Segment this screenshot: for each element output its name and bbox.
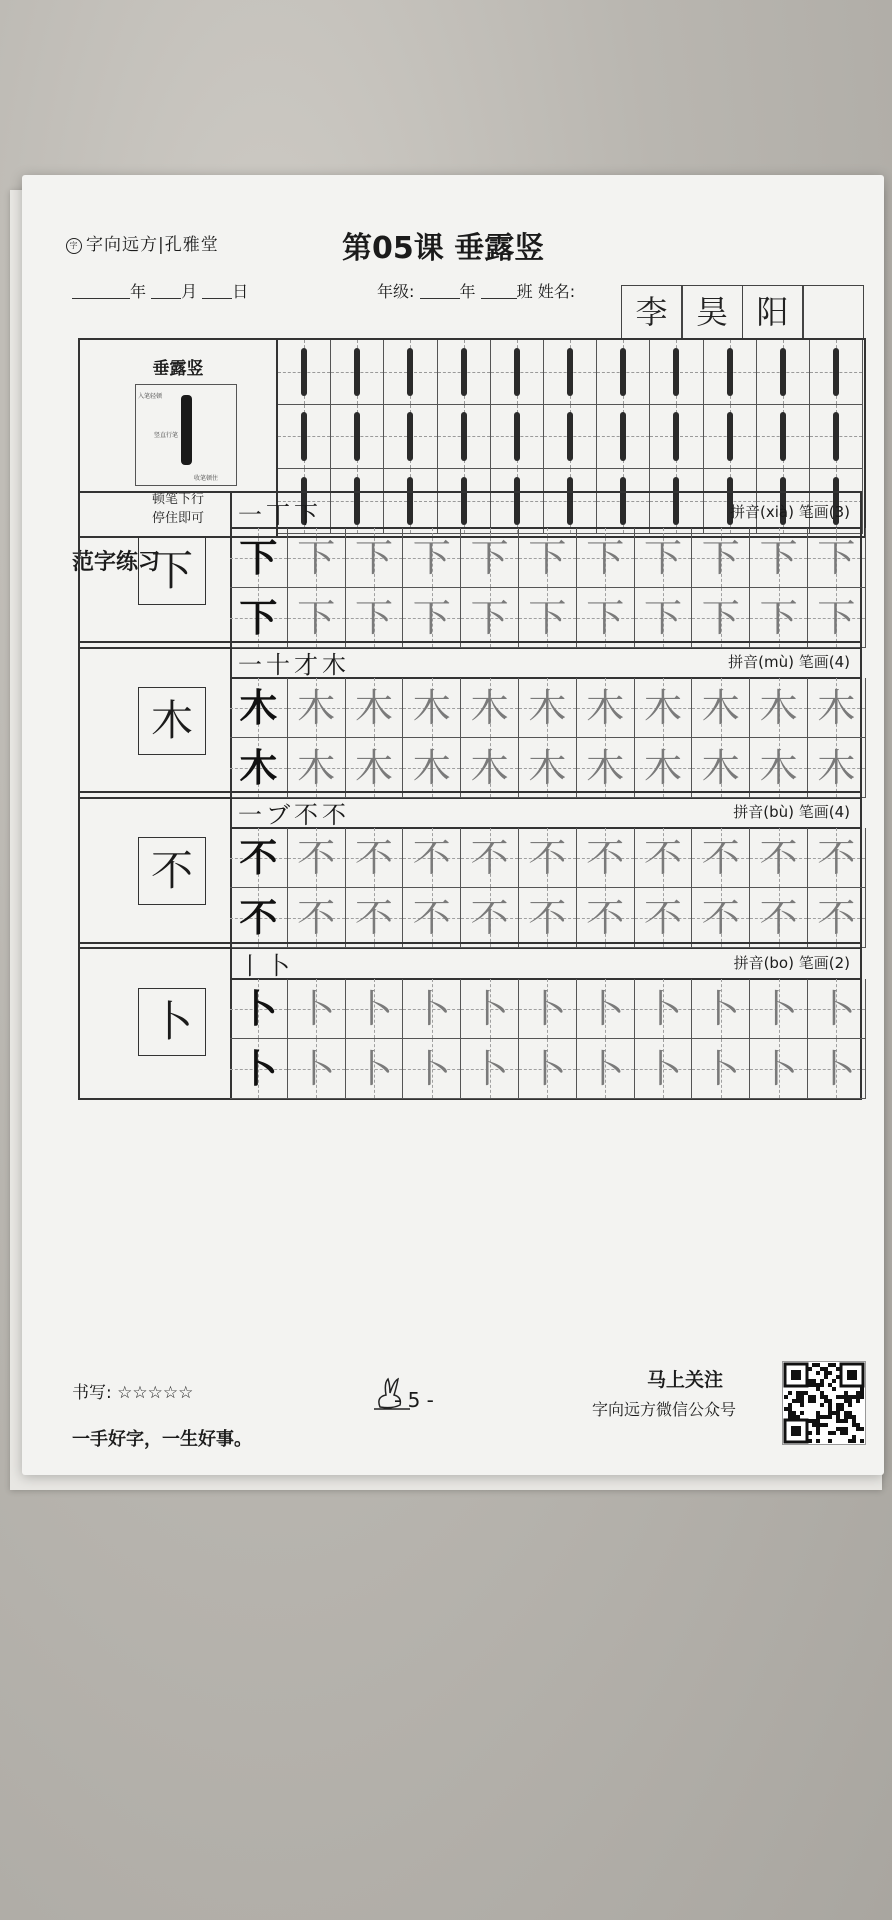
vertical-stroke-icon [181, 395, 192, 465]
stroke-practice-cell[interactable] [597, 405, 650, 470]
cell-character: 卜 [470, 1047, 509, 1091]
lesson-title: 第05课 垂露竖 [342, 231, 545, 266]
cell-character: 不 [643, 896, 682, 940]
vertical-stroke-mark [620, 348, 626, 396]
cell-character: 不 [239, 895, 278, 940]
stroke-title: 垂露竖 [152, 359, 204, 379]
model-cell[interactable] [230, 979, 288, 1039]
cell-character: 木 [297, 746, 336, 790]
writing-rating: 书写: ☆☆☆☆☆ [72, 1383, 194, 1403]
vertical-stroke-mark [461, 348, 467, 396]
trace-cell[interactable] [577, 979, 635, 1039]
character-block [78, 942, 862, 1100]
trace-cell[interactable] [750, 738, 808, 798]
cell-character: 木 [354, 686, 393, 730]
cell-character: 木 [759, 746, 798, 790]
trace-cell[interactable] [750, 828, 808, 888]
cell-character: 卜 [643, 987, 682, 1031]
model-character: 下 [138, 537, 206, 605]
cell-character: 下 [354, 536, 393, 580]
cell-character: 下 [643, 536, 682, 580]
vertical-stroke-mark [407, 348, 413, 396]
motto: 一手好字，一生好事。 [72, 1429, 252, 1450]
name-cell-3[interactable]: 阳 [742, 285, 804, 339]
name-cell-1[interactable]: 李 [621, 285, 683, 339]
pinyin-strokes [734, 952, 850, 973]
trace-cell[interactable] [577, 678, 635, 738]
trace-cell[interactable] [519, 888, 577, 948]
cell-character: 下 [701, 596, 740, 640]
month-label: 月 [181, 282, 198, 301]
cell-character: 下 [528, 536, 567, 580]
cell-character: 木 [297, 686, 336, 730]
trace-cell[interactable] [692, 1039, 750, 1099]
cell-character: 卜 [354, 987, 393, 1031]
cell-character: 下 [470, 596, 509, 640]
cell-character: 下 [297, 596, 336, 640]
trace-cell[interactable] [288, 828, 346, 888]
cell-character: 卜 [586, 987, 625, 1031]
trace-cell[interactable] [403, 828, 461, 888]
model-character: 木 [138, 687, 206, 755]
cell-character: 木 [412, 686, 451, 730]
cell-character: 木 [759, 686, 798, 730]
cell-character: 下 [412, 536, 451, 580]
cell-character: 不 [528, 836, 567, 880]
cell-character: 下 [297, 536, 336, 580]
trace-cell[interactable] [461, 828, 519, 888]
cell-character: 不 [354, 896, 393, 940]
cell-character: 木 [817, 746, 856, 790]
trace-cell[interactable] [346, 678, 404, 738]
trace-cell[interactable] [692, 979, 750, 1039]
cell-character: 卜 [239, 986, 278, 1031]
brand-seal-icon: 字 [66, 238, 82, 254]
trace-cell[interactable] [288, 528, 346, 588]
cell-character: 木 [239, 745, 278, 790]
stroke-practice-cell[interactable] [331, 405, 384, 470]
vertical-stroke-mark [567, 412, 573, 460]
pinyin: 拼音(xià) [730, 503, 794, 521]
model-cell[interactable] [230, 828, 288, 888]
stroke-order: 丨卜 [238, 952, 294, 980]
demo-note: 竖直行笔 [154, 432, 179, 439]
cell-character: 不 [412, 836, 451, 880]
trace-cell[interactable] [750, 1039, 808, 1099]
stroke-practice-cell[interactable] [384, 405, 437, 470]
cell-character: 不 [701, 836, 740, 880]
stroke-practice-cell[interactable] [278, 340, 331, 405]
trace-cell[interactable] [577, 588, 635, 648]
trace-cell[interactable] [635, 588, 693, 648]
cell-character: 卜 [412, 987, 451, 1031]
cell-character: 下 [817, 596, 856, 640]
trace-cell[interactable] [808, 828, 866, 888]
cell-character: 下 [412, 596, 451, 640]
stroke-practice-cell[interactable] [544, 405, 597, 470]
trace-cell[interactable] [519, 738, 577, 798]
cell-character: 木 [586, 746, 625, 790]
cell-character: 下 [528, 596, 567, 640]
model-cell[interactable] [230, 888, 288, 948]
cell-character: 不 [759, 836, 798, 880]
cell-character: 不 [643, 836, 682, 880]
cell-character: 不 [354, 836, 393, 880]
trace-cell[interactable] [461, 588, 519, 648]
character-block [78, 641, 862, 799]
trace-cell[interactable] [635, 888, 693, 948]
cell-character: 不 [701, 896, 740, 940]
cell-character: 卜 [297, 987, 336, 1031]
trace-cell[interactable] [692, 678, 750, 738]
cell-character: 下 [239, 535, 278, 580]
cell-character: 木 [528, 746, 567, 790]
stroke-order: 一十才木 [238, 651, 350, 679]
grade-label: 年级: [377, 282, 415, 301]
month-blank[interactable] [151, 282, 181, 299]
cell-character: 不 [412, 896, 451, 940]
trace-cell[interactable] [346, 738, 404, 798]
trace-cell[interactable] [577, 1039, 635, 1099]
vertical-stroke-mark [354, 412, 360, 460]
cell-character: 不 [817, 896, 856, 940]
worksheet-page [22, 175, 884, 1475]
model-cell[interactable] [230, 1039, 288, 1099]
section-title: 范字练习 [72, 550, 161, 575]
model-cell[interactable] [230, 528, 288, 588]
cell-character: 不 [239, 835, 278, 880]
cell-character: 卜 [643, 1047, 682, 1091]
year-blank[interactable] [72, 282, 130, 299]
trace-cell[interactable] [577, 888, 635, 948]
pinyin: 拼音(mù) [728, 653, 794, 671]
trace-cell[interactable] [403, 738, 461, 798]
cell-character: 下 [817, 536, 856, 580]
cell-character: 下 [239, 595, 278, 640]
cell-character: 卜 [528, 1047, 567, 1091]
cell-character: 木 [701, 686, 740, 730]
stroke-order: 一ブ不不 [238, 801, 350, 829]
stroke-practice-cell[interactable] [278, 405, 331, 470]
stroke-count: 笔画(2) [798, 954, 850, 972]
cell-character: 不 [817, 836, 856, 880]
stroke-practice-cell[interactable] [757, 340, 810, 405]
character-block [78, 491, 862, 649]
trace-cell[interactable] [635, 738, 693, 798]
vertical-stroke-mark [461, 412, 467, 460]
cell-character: 木 [470, 686, 509, 730]
vertical-stroke-mark [727, 348, 733, 396]
vertical-stroke-mark [567, 348, 573, 396]
cell-character: 卜 [354, 1047, 393, 1091]
trace-cell[interactable] [808, 888, 866, 948]
trace-cell[interactable] [808, 979, 866, 1039]
trace-cell[interactable] [461, 1039, 519, 1099]
grade-line [377, 279, 575, 302]
stroke-practice-cell[interactable] [704, 405, 757, 470]
cell-character: 下 [643, 596, 682, 640]
trace-cell[interactable] [346, 588, 404, 648]
cell-character: 木 [586, 686, 625, 730]
cell-character: 下 [354, 596, 393, 640]
trace-cell[interactable] [288, 979, 346, 1039]
trace-cell[interactable] [750, 888, 808, 948]
stroke-practice-cell[interactable] [491, 340, 544, 405]
trace-cell[interactable] [750, 678, 808, 738]
grade-year-label: 年 [459, 282, 476, 301]
vertical-stroke-mark [514, 348, 520, 396]
model-cell[interactable] [230, 738, 288, 798]
cell-character: 卜 [297, 1047, 336, 1091]
vertical-stroke-mark [301, 348, 307, 396]
stroke-practice-cell[interactable] [757, 405, 810, 470]
trace-cell[interactable] [519, 528, 577, 588]
trace-cell[interactable] [288, 888, 346, 948]
cell-character: 不 [297, 896, 336, 940]
cell-character: 卜 [701, 1047, 740, 1091]
trace-cell[interactable] [635, 828, 693, 888]
vertical-stroke-mark [673, 348, 679, 396]
trace-cell[interactable] [808, 738, 866, 798]
cell-character: 木 [412, 746, 451, 790]
trace-cell[interactable] [346, 828, 404, 888]
cell-character: 卜 [586, 1047, 625, 1091]
vertical-stroke-mark [514, 412, 520, 460]
pinyin: 拼音(bo) [733, 954, 794, 972]
vertical-stroke-mark [673, 412, 679, 460]
cell-character: 下 [470, 536, 509, 580]
trace-cell[interactable] [692, 738, 750, 798]
cell-character: 木 [643, 686, 682, 730]
model-character: 卜 [138, 988, 206, 1056]
follow-label: 马上关注 [647, 1369, 724, 1391]
cell-character: 不 [586, 836, 625, 880]
trace-cell[interactable] [346, 888, 404, 948]
stroke-order: 一丅下 [238, 501, 322, 529]
trace-cell[interactable] [519, 678, 577, 738]
cell-character: 下 [701, 536, 740, 580]
trace-cell[interactable] [403, 979, 461, 1039]
cell-character: 下 [586, 596, 625, 640]
demo-note: 收笔顿住 [194, 475, 219, 482]
stroke-practice-cell[interactable] [597, 340, 650, 405]
stroke-practice-cell[interactable] [810, 405, 863, 470]
tip-line: 停住即可 [151, 511, 204, 526]
name-cell-4[interactable] [802, 285, 864, 339]
trace-cell[interactable] [288, 588, 346, 648]
trace-cell[interactable] [461, 888, 519, 948]
name-cell-2[interactable]: 昊 [681, 285, 743, 339]
trace-cell[interactable] [403, 1039, 461, 1099]
model-cell[interactable] [230, 678, 288, 738]
trace-cell[interactable] [288, 738, 346, 798]
stroke-demo-box [135, 384, 237, 486]
cell-character: 不 [586, 896, 625, 940]
stroke-practice-cell[interactable] [704, 340, 757, 405]
stroke-count: 笔画(3) [798, 503, 850, 521]
wechat-label: 字向远方微信公众号 [592, 1400, 737, 1419]
pinyin-strokes [728, 651, 850, 672]
brand-logo [66, 230, 219, 255]
cell-character: 卜 [470, 987, 509, 1031]
cell-character: 不 [297, 836, 336, 880]
pinyin: 拼音(bù) [733, 803, 794, 821]
cell-character: 不 [470, 836, 509, 880]
pinyin-strokes [733, 801, 850, 822]
trace-cell[interactable] [577, 738, 635, 798]
trace-cell[interactable] [346, 1039, 404, 1099]
stroke-count: 笔画(4) [798, 803, 850, 821]
cell-character: 卜 [528, 987, 567, 1031]
cell-character: 木 [239, 685, 278, 730]
stroke-practice-cell[interactable] [331, 340, 384, 405]
name-boxes [622, 285, 864, 339]
cell-character: 卜 [759, 987, 798, 1031]
class-blank[interactable] [481, 282, 517, 299]
demo-note: 入笔轻顿 [138, 393, 163, 400]
stroke-practice-cell[interactable] [650, 340, 703, 405]
cell-character: 卜 [817, 987, 856, 1031]
trace-cell[interactable] [808, 588, 866, 648]
cell-character: 卜 [759, 1047, 798, 1091]
day-label: 日 [232, 282, 249, 301]
date-line [72, 279, 248, 302]
cell-character: 下 [759, 536, 798, 580]
grade-blank[interactable] [420, 282, 460, 299]
cell-character: 卜 [412, 1047, 451, 1091]
cell-character: 卜 [817, 1047, 856, 1091]
cell-character: 不 [528, 896, 567, 940]
trace-cell[interactable] [288, 1039, 346, 1099]
vertical-stroke-mark [833, 348, 839, 396]
trace-cell[interactable] [461, 528, 519, 588]
cell-character: 木 [701, 746, 740, 790]
trace-cell[interactable] [461, 979, 519, 1039]
cell-character: 木 [354, 746, 393, 790]
cell-character: 木 [817, 686, 856, 730]
trace-cell[interactable] [519, 979, 577, 1039]
stroke-practice-cell[interactable] [650, 405, 703, 470]
trace-cell[interactable] [403, 528, 461, 588]
vertical-stroke-mark [301, 412, 307, 460]
trace-cell[interactable] [346, 528, 404, 588]
vertical-stroke-mark [727, 412, 733, 460]
cell-character: 不 [759, 896, 798, 940]
trace-cell[interactable] [519, 828, 577, 888]
trace-cell[interactable] [635, 979, 693, 1039]
cell-character: 下 [759, 596, 798, 640]
stroke-practice-cell[interactable] [491, 405, 544, 470]
cell-character: 不 [470, 896, 509, 940]
vertical-stroke-mark [780, 412, 786, 460]
cell-character: 木 [528, 686, 567, 730]
trace-cell[interactable] [403, 678, 461, 738]
trace-cell[interactable] [692, 828, 750, 888]
vertical-stroke-mark [833, 412, 839, 460]
page-number: - 5 - [394, 1388, 434, 1412]
cell-character: 卜 [239, 1046, 278, 1091]
trace-cell[interactable] [461, 738, 519, 798]
trace-cell[interactable] [750, 588, 808, 648]
stroke-count: 笔画(4) [798, 653, 850, 671]
year-label: 年 [130, 282, 147, 301]
vertical-stroke-mark [407, 412, 413, 460]
qr-code-icon[interactable] [782, 1361, 866, 1445]
cell-character: 木 [643, 746, 682, 790]
character-block [78, 791, 862, 949]
trace-cell[interactable] [346, 979, 404, 1039]
trace-cell[interactable] [461, 678, 519, 738]
trace-cell[interactable] [692, 888, 750, 948]
trace-cell[interactable] [288, 678, 346, 738]
vertical-stroke-mark [354, 348, 360, 396]
stroke-practice-cell[interactable] [384, 340, 437, 405]
trace-cell[interactable] [808, 678, 866, 738]
cell-character: 木 [470, 746, 509, 790]
trace-cell[interactable] [519, 588, 577, 648]
stroke-practice-cell[interactable] [544, 340, 597, 405]
model-character: 不 [138, 837, 206, 905]
trace-cell[interactable] [750, 979, 808, 1039]
trace-cell[interactable] [519, 1039, 577, 1099]
cell-character: 下 [586, 536, 625, 580]
trace-cell[interactable] [808, 528, 866, 588]
vertical-stroke-mark [620, 412, 626, 460]
day-blank[interactable] [202, 282, 232, 299]
trace-cell[interactable] [635, 528, 693, 588]
brand-logo-text: 字向远方|孔雅堂 [86, 235, 219, 255]
trace-cell[interactable] [692, 528, 750, 588]
trace-cell[interactable] [403, 888, 461, 948]
trace-cell[interactable] [635, 678, 693, 738]
model-cell[interactable] [230, 588, 288, 648]
tip-line: 顿笔下行 [151, 492, 204, 507]
class-name-label: 班 姓名: [516, 282, 576, 301]
pinyin-strokes [730, 501, 850, 522]
trace-cell[interactable] [635, 1039, 693, 1099]
trace-cell[interactable] [577, 828, 635, 888]
trace-cell[interactable] [577, 528, 635, 588]
vertical-stroke-mark [780, 348, 786, 396]
trace-cell[interactable] [750, 528, 808, 588]
trace-cell[interactable] [692, 588, 750, 648]
trace-cell[interactable] [808, 1039, 866, 1099]
cell-character: 卜 [701, 987, 740, 1031]
stroke-practice-cell[interactable] [810, 340, 863, 405]
stroke-practice-cell[interactable] [438, 340, 491, 405]
trace-cell[interactable] [403, 588, 461, 648]
stroke-practice-cell[interactable] [438, 405, 491, 470]
